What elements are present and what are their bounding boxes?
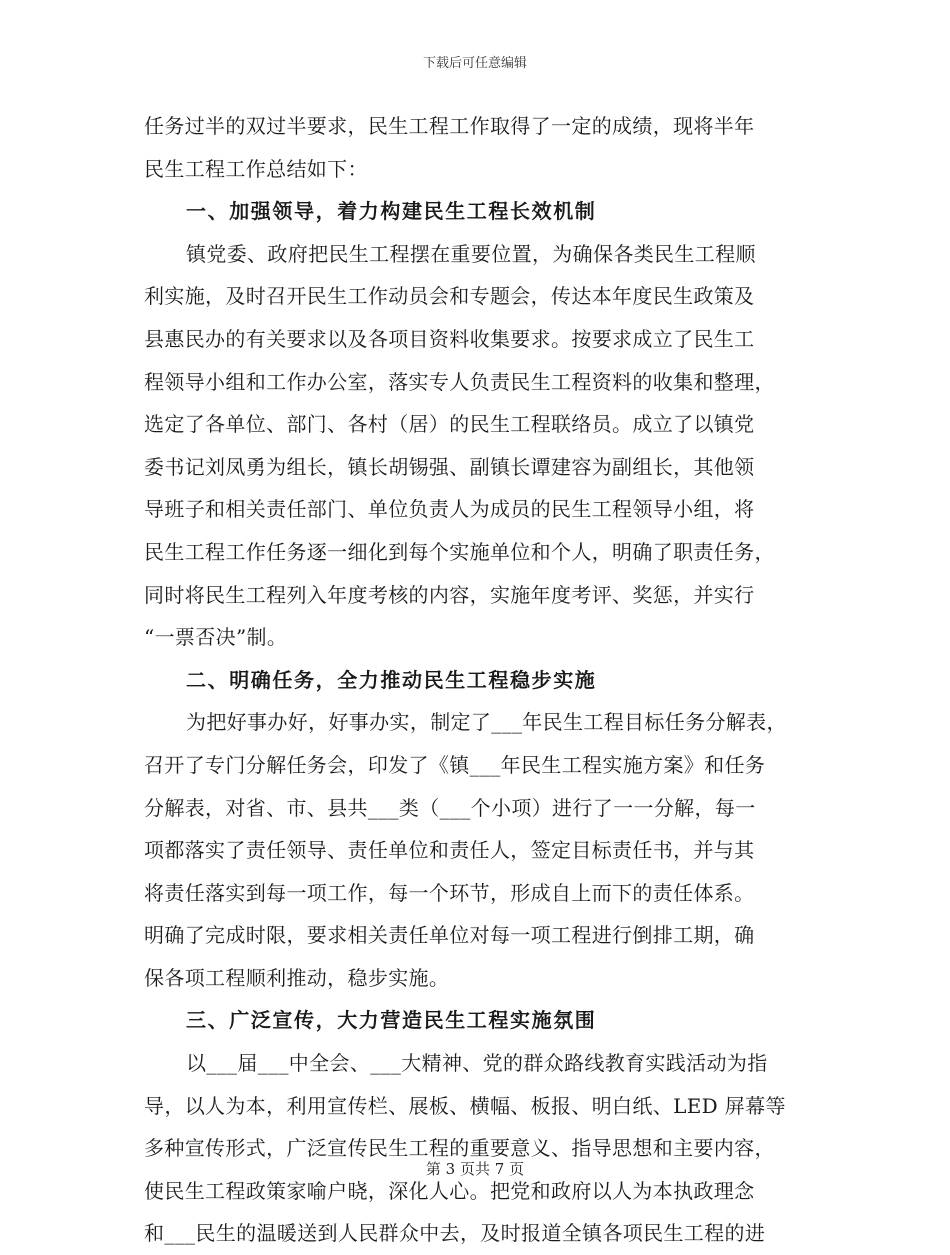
paragraph-line: 民生工程工作任务逐一细化到每个实施单位和个人，明确了职责任务， xyxy=(144,539,775,564)
paragraph-line: 同时将民生工程列入年度考核的内容，实施年度考评、奖惩，并实行 xyxy=(144,582,755,607)
paragraph-line: 导班子和相关责任部门、单位负责人为成员的民生工程领导小组，将 xyxy=(144,497,755,522)
paragraph-line: 多种宣传形式，广泛宣传民生工程的重要意义、指导思想和主要内容， xyxy=(144,1136,775,1161)
section-heading-2: 二、明确任务，全力推动民生工程稳步实施 xyxy=(186,667,597,692)
paragraph-line: 分解表，对省、市、县共___类（___个小项）进行了一一分解，每一 xyxy=(144,795,756,820)
paragraph-line: 任务过半的双过半要求，民生工程工作取得了一定的成绩，现将半年 xyxy=(144,114,755,138)
paragraph-line: 项都落实了责任领导、责任单位和责任人，签定目标责任书，并与其 xyxy=(144,838,755,863)
page-header-note: 下载后可任意编辑 xyxy=(422,56,527,71)
paragraph-line: 程领导小组和工作办公室，落实专人负责民生工程资料的收集和整理， xyxy=(144,369,775,394)
paragraph-line: 明确了完成时限，要求相关责任单位对每一项工程进行倒排工期，确 xyxy=(144,923,755,948)
paragraph-line: 召开了专门分解任务会，印发了《镇___年民生工程实施方案》和任务 xyxy=(144,752,766,777)
paragraph-line: 选定了各单位、部门、各村（居）的民生工程联络员。成立了以镇党 xyxy=(144,412,755,437)
document-body xyxy=(144,105,824,1255)
section-heading-1: 一、加强领导，着力构建民生工程长效机制 xyxy=(186,199,597,224)
paragraph-line: 民生工程工作总结如下： xyxy=(144,156,368,181)
paragraph-line: 利实施，及时召开民生工作动员会和专题会，传达本年度民生政策及 xyxy=(144,284,755,309)
paragraph-line: 以___届___中全会、___大精神、党的群众路线教育实践活动为指 xyxy=(186,1051,768,1076)
paragraph-line: “一票否决”制。 xyxy=(144,625,288,650)
paragraph-line: 将责任落实到每一项工作，每一个环节，形成自上而下的责任体系。 xyxy=(144,880,755,905)
paragraph-line: 委书记刘凤勇为组长，镇长胡锡强、副镇长谭建容为副组长，其他领 xyxy=(144,454,755,479)
paragraph-line: 和___民生的温暖送到人民群众中去，及时报道全镇各项民生工程的进 xyxy=(144,1221,766,1246)
paragraph-line: 县惠民办的有关要求以及各项目资料收集要求。按要求成立了民生工 xyxy=(144,326,755,351)
paragraph-line: 镇党委、政府把民生工程摆在重要位置，为确保各类民生工程顺 xyxy=(186,241,756,266)
paragraph-line: 使民生工程政策家喻户晓，深化人心。把党和政府以人为本执政理念 xyxy=(144,1178,755,1203)
paragraph-line: 保各项工程顺利推动，稳步实施。 xyxy=(144,965,450,990)
paragraph-line: 为把好事办好，好事办实，制定了___年民生工程目标任务分解表， xyxy=(186,710,787,735)
section-heading-3: 三、广泛宣传，大力营造民生工程实施氛围 xyxy=(186,1008,597,1033)
paragraph-line: 导，以人为本，利用宣传栏、展板、横幅、板报、明白纸、LED 屏幕等 xyxy=(144,1093,786,1118)
page-number: 第 3 页共 7 页 xyxy=(425,1160,525,1178)
